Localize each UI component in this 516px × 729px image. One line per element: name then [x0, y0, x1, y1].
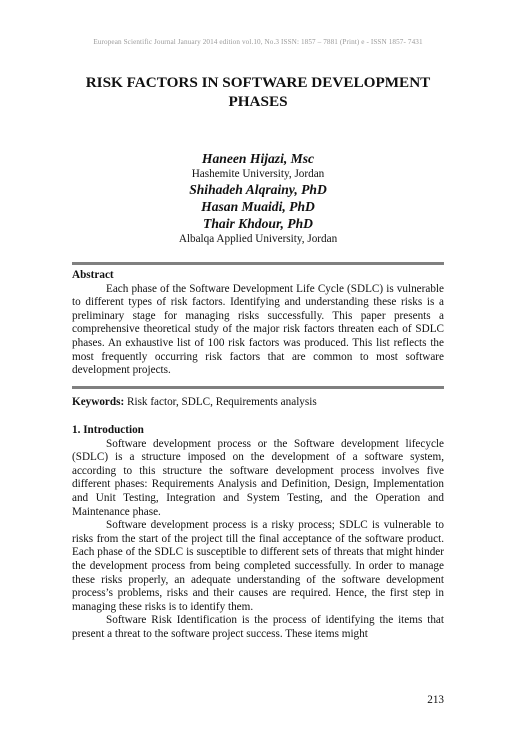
- section-heading-introduction: 1. Introduction: [72, 424, 144, 436]
- title-line-2: PHASES: [228, 93, 288, 110]
- abstract-text: Each phase of the Software Development Life Cycle (SDLC) is vulnerable to different types of risk factors. Identifying and understanding these risks is a preliminary stage for managing risks successfully. This paper presents a comprehensive theoretical study of the major risk factors threaten each of SDLC phases. An exhaustive list of 100 risk factors was produced. This list reflects the most frequently occurring risk factors that are common to most software development projects.: [72, 282, 444, 377]
- author-name-4: Thair Khdour, PhD: [203, 216, 313, 231]
- page-number: 213: [427, 694, 444, 706]
- keywords-text: Risk factor, SDLC, Requirements analysis: [124, 396, 317, 408]
- introduction-section: [72, 424, 444, 642]
- running-header: European Scientific Journal January 2014 edition vol.10, No.3 ISSN: 1857 – 7881 (Print) e - ISSN 1857- 7431: [93, 38, 423, 46]
- abstract-section: [72, 269, 444, 378]
- abstract-bottom-rule: [72, 386, 444, 389]
- abstract-heading: Abstract: [72, 269, 114, 281]
- intro-paragraph-1: Software development process or the Software development lifecycle (SDLC) is a structure imposed on the development of a software system, according to this structure the software development process involves five different phases: Requirements Analysis and Definition, Design, Implementation and Unit Testing, Integration and System Testing, and the Operation and Maintenance phase.: [72, 437, 444, 518]
- author-block: [60, 150, 456, 246]
- paper-title: [60, 73, 456, 111]
- author-name-2: Shihadeh Alqrainy, PhD: [189, 182, 327, 197]
- title-line-1: RISK FACTORS IN SOFTWARE DEVELOPMENT: [85, 74, 431, 91]
- keywords-line: [72, 396, 444, 410]
- author-affiliation-1: Hashemite University, Jordan: [191, 168, 325, 180]
- intro-paragraph-3: Software Risk Identification is the process of identifying the items that present a threat to the software project success. These items might: [72, 614, 444, 640]
- author-name-3: Hasan Muaidi, PhD: [201, 199, 315, 214]
- intro-paragraph-2: Software development process is a risky process; SDLC is vulnerable to risks from the start of the project till the final acceptance of the software product. Each phase of the SDLC is susceptible to different sets of threats that might hinder the development process from being completed successfully. In order to manage these risks properly, an adequate understanding of the software development process’s problems, risks and their causes are required. Hence, the first step in managing these risks is to identify them.: [72, 519, 444, 613]
- author-affiliation-2: Albalqa Applied University, Jordan: [178, 233, 338, 245]
- keywords-label: Keywords:: [72, 396, 125, 408]
- author-name-1: Haneen Hijazi, Msc: [201, 151, 315, 166]
- abstract-top-rule: [72, 262, 444, 265]
